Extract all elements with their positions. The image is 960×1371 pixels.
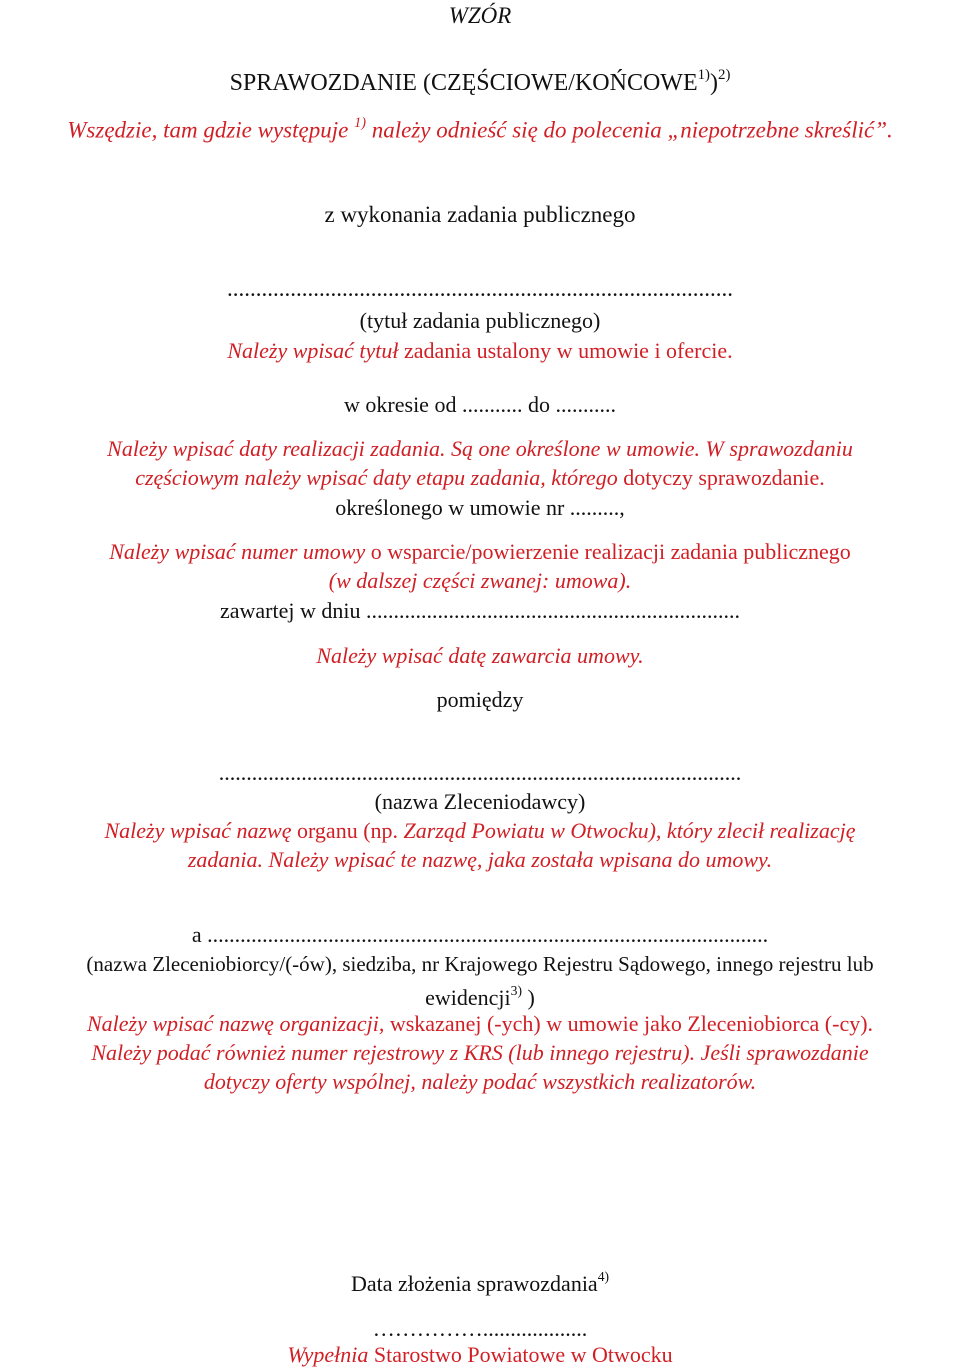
submission-label-text: Data złożenia sprawozdania — [350, 1271, 598, 1297]
principal-caption: (nazwa Zleceniodawcy) — [374, 789, 586, 814]
submission-hint — [0, 1344, 960, 1366]
contract-number-hint — [0, 541, 960, 563]
footnote-ref-2: 2) — [718, 67, 731, 83]
contract-date-hint: Należy wpisać datę zawarcia umowy. — [316, 643, 644, 668]
contractor-hint-line3: dotyczy oferty wspólnej, należy podać wszystkich realizatorów. — [203, 1069, 757, 1094]
task-title-field[interactable]: ........................................................................................ — [227, 276, 733, 301]
submission-hint-normal: Starostwo Powiatowe w Otwocku — [368, 1342, 673, 1367]
footnote-ref-1: 1) — [697, 67, 711, 83]
submission-date-field[interactable]: ……………................... — [372, 1316, 588, 1341]
contract-definition-hint: (w dalszej części zwanej: umowa). — [328, 568, 632, 593]
period-hint-line2 — [0, 467, 960, 489]
title-text: SPRAWOZDANIE (CZĘŚCIOWE/KOŃCOWE — [229, 70, 698, 97]
strike-instruction-sup: 1) — [354, 115, 366, 131]
principal-hint-line2: zadania. Należy wpisać te nazwę, jaka została wpisana do umowy. — [187, 847, 773, 872]
contractor-caption-line2 — [0, 984, 960, 1009]
task-title-hint-normal: zadania ustalony w umowie i ofercie. — [398, 338, 733, 363]
contractor-name-field[interactable]: a ...................................................................................................... — [191, 922, 769, 947]
page-title — [0, 68, 960, 95]
contractor-caption-line1: (nazwa Zleceniobiorcy/(-ów), siedziba, nr Krajowego Rejestru Sądowego, innego rejestru lub — [86, 952, 874, 976]
period-hint-normal: dotyczy sprawozdanie. — [617, 465, 825, 490]
principal-name-field[interactable]: ............................................................................................... — [218, 760, 742, 785]
principal-hint-line1 — [0, 820, 960, 842]
submission-hint-italic: Wypełnia — [287, 1342, 369, 1367]
footnote-ref-3: 3) — [510, 983, 523, 998]
contractor-hint-normal: wskazanej (-ych) w umowie jako Zleceniobiorca (-cy). — [384, 1011, 874, 1036]
contractor-hint-line1 — [0, 1013, 960, 1035]
principal-hint-italic: Należy wpisać nazwę — [104, 818, 292, 843]
contractor-hint-italic: Należy wpisać nazwę organizacji, — [86, 1011, 385, 1036]
contractor-caption-ewidencji: ewidencji — [425, 985, 511, 1011]
contractor-hint-line2: Należy podać również numer rejestrowy z KRS (lub innego rejestru). Jeśli sprawozdanie — [91, 1040, 869, 1065]
strike-instruction-part1: Wszędzie, tam gdzie występuje — [67, 117, 349, 143]
principal-hint-italic2: Zarząd Powiatu w Otwocku), który zlecił realizację — [403, 818, 856, 843]
period-hint-line1: Należy wpisać daty realizacji zadania. Są one określone w umowie. W sprawozdaniu — [107, 436, 853, 461]
contract-hint-normal: o wsparcie/powierzenie realizacji zadania publicznego — [365, 539, 851, 564]
strike-instruction — [0, 116, 960, 142]
task-title-hint-italic: Należy wpisać tytuł — [227, 338, 399, 363]
submission-date-label — [0, 1270, 960, 1295]
period-field[interactable]: w okresie od ........... do ........... — [344, 392, 616, 417]
contract-number-field[interactable]: określonego w umowie nr ........., — [335, 495, 625, 520]
footnote-ref-4: 4) — [597, 1269, 610, 1284]
task-title-caption: (tytuł zadania publicznego) — [359, 308, 601, 333]
contract-hint-italic: Należy wpisać numer umowy — [109, 539, 366, 564]
contractor-caption-end: ) — [522, 985, 535, 1011]
task-title-hint — [0, 340, 960, 362]
between-label: pomiędzy — [436, 687, 524, 712]
period-hint-italic: częściowym należy wpisać daty etapu zadania, którego — [135, 465, 618, 490]
template-label: WZÓR — [448, 3, 512, 28]
document-subtitle: z wykonania zadania publicznego — [324, 202, 636, 227]
contract-date-field[interactable]: zawartej w dniu .................................................................... — [220, 598, 740, 623]
title-close: ) — [710, 70, 719, 97]
strike-instruction-part2: należy odnieść się do polecenia „niepotrzebne skreślić”. — [371, 117, 893, 143]
principal-hint-normal: organu (np. — [291, 818, 404, 843]
